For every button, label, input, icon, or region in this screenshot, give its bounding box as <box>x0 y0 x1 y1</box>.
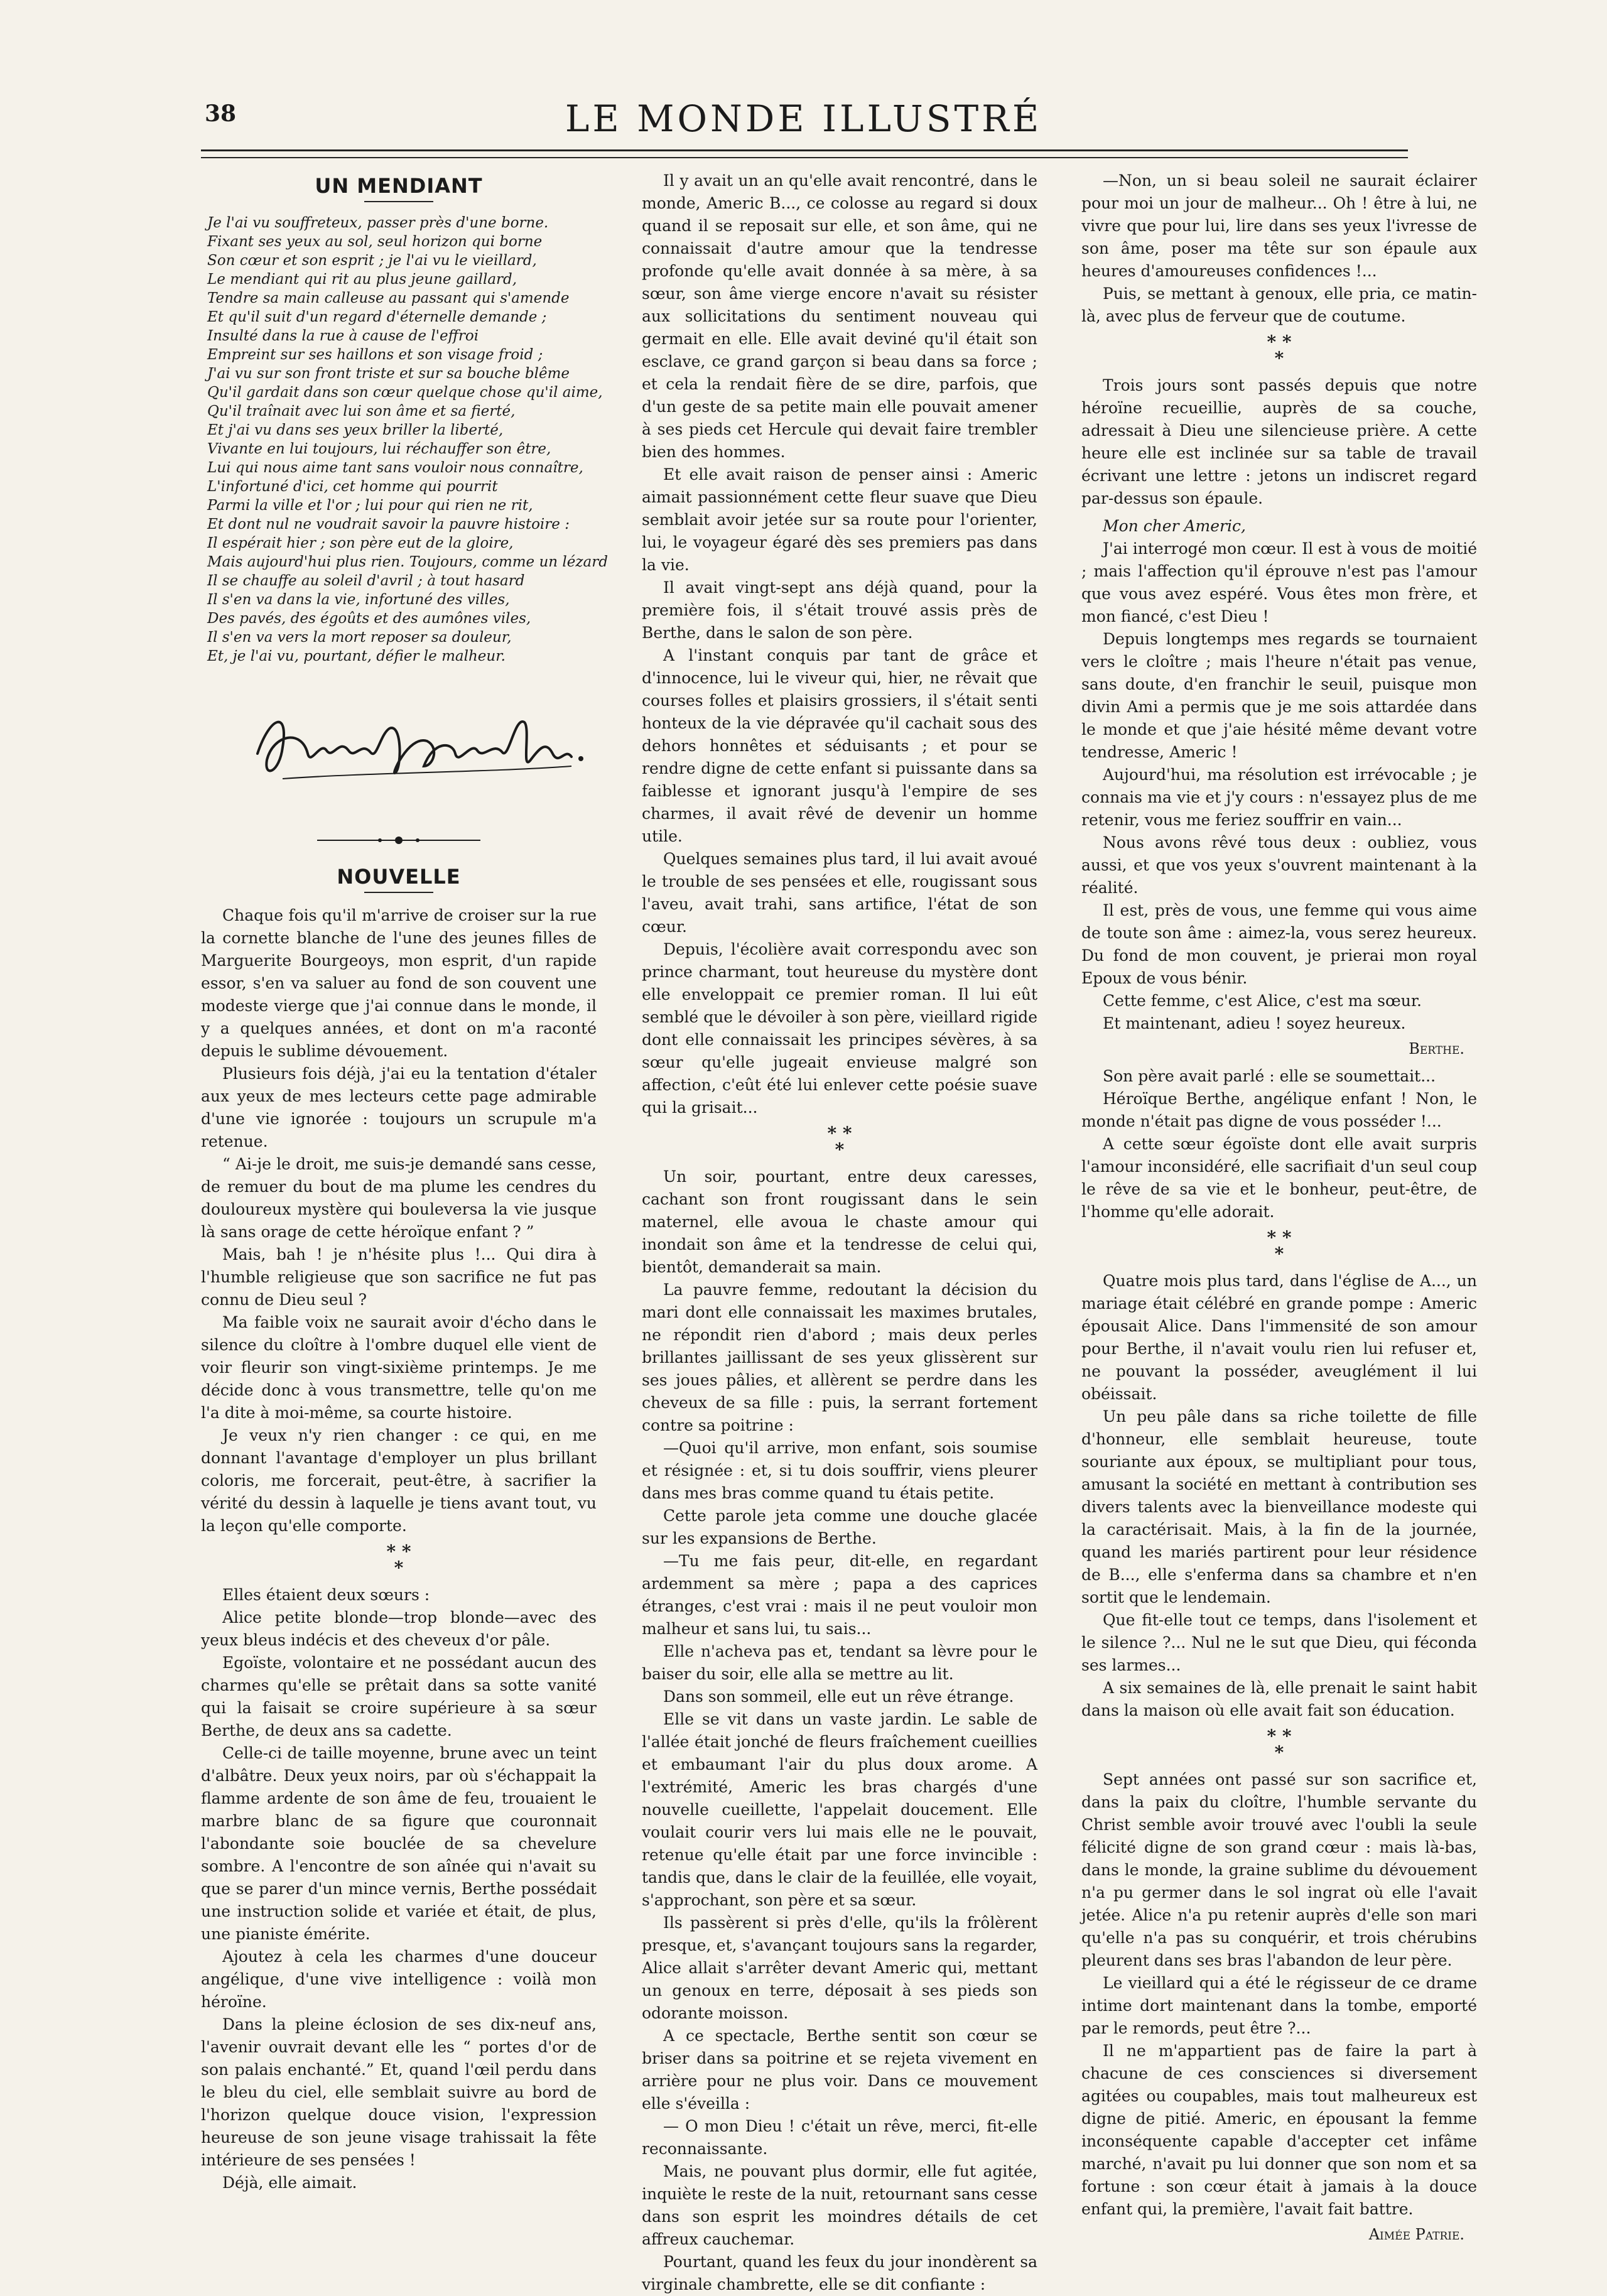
paragraph: Dans son sommeil, elle eut un rêve étrange. <box>663 1687 1014 1706</box>
paragraph: Cette femme, c'est Alice, c'est ma sœur. <box>1103 992 1422 1010</box>
paragraph: Un peu pâle dans sa riche toilette de fille d'honneur, elle semblait heureuse, toute souriante aux époux, se multipliant pour tous, amusant la société en mettant à contribution ses divers talents avec la bienveillance modeste qui la caractérisait. Mais, à la fin de la journée, quand les mariés partirent pour leur résidence de B..., elle s'enferma dans sa chambre et n'en sortit que le lendemain. <box>1081 1407 1477 1606</box>
paragraph: A l'instant conquis par tant de grâce et d'innocence, lui le viveur qui, hier, ne rêvait que courses folles et plaisirs grossiers, il s'était senti honteux de la vie dépravée qu'il cachait sous des dehors honnêtes et séduisants ; et pour se rendre digne de cette enfant si puissante dans sa faiblesse et ignorant jusqu'à l'empire de ses charmes, il avait rêvé de devenir un homme utile. <box>642 646 1037 845</box>
story-paragraphs-col3e <box>1081 1768 1477 2221</box>
asterism: * * * <box>386 1541 411 1578</box>
poem-line: Qu'il gardait dans son cœur quelque chose qu'il aime, <box>207 384 603 401</box>
paragraph: Trois jours sont passés depuis que notre héroïne recueillie, auprès de sa couche, adressait à Dieu une silencieuse prière. A cette heure elle est inclinée sur sa table de travail écrivant une lettre : jetons un indiscret regard par-dessus son épaule. <box>1081 376 1477 507</box>
paragraph: Héroïque Berthe, angélique enfant ! Non, le monde n'était pas digne de vous posséder !... <box>1081 1090 1477 1130</box>
story-paragraphs-col1 <box>201 904 597 1537</box>
poem-line: L'infortuné d'ici, cet homme qui pourrit <box>207 479 498 495</box>
paragraph: Ils passèrent si près d'elle, qu'ils la frôlèrent presque, et, s'avançant toujours sans la regarder, Alice allait s'arrêter devant Americ qui, mettant un genoux en terre, déposait à ses pieds son odorante moisson. <box>642 1914 1037 2022</box>
paragraph: “ Ai-je le droit, me suis-je demandé sans cesse, de remuer du bout de ma plume les cendres du douloureux mystère qui bouleversa la vie jusque là sans orage de cette héroïque enfant ? ” <box>201 1155 597 1241</box>
paragraph: Mais, ne pouvant plus dormir, elle fut agitée, inquiète le reste de la nuit, retournant sans cesse dans son esprit les moindres détails de cet affreux cauchemar. <box>642 2162 1037 2248</box>
letter-greeting: Mon cher Americ, <box>1103 517 1246 535</box>
ornament-divider <box>201 823 597 860</box>
paragraph: A six semaines de là, elle prenait le saint habit dans la maison où elle avait fait son éducation. <box>1081 1679 1477 1719</box>
poem-line: Fixant ses yeux au sol, seul horizon qui borne <box>207 234 543 250</box>
asterism: * * * <box>1267 1726 1292 1763</box>
paragraph: Plusieurs fois déjà, j'ai eu la tentation d'étaler aux yeux de mes lecteurs cette page admirable d'une vie ignorée : toujours un scrupule m'a retenue. <box>201 1064 597 1151</box>
paragraph: La pauvre femme, redoutant la décision du mari dont elle connaissait les maximes brutales, ne répondit rien d'abord ; mais deux perles brillantes jaillissant de ses yeux glissèrent sur ses joues pâlies, et allèrent se perdre dans les cheveux de sa fille : puis, la serrant fortement contre sa poitrine : <box>642 1281 1037 1434</box>
poem-line: Mais aujourd'hui plus rien. Toujours, comme un lézard <box>207 554 608 570</box>
poem-line: Il s'en va dans la vie, infortuné des villes, <box>207 592 510 608</box>
paragraph: Elle n'acheva pas et, tendant sa lèvre pour le baiser du soir, elle alla se mettre au lit. <box>642 1642 1037 1683</box>
poem-line: Empreint sur ses haillons et son visage froid ; <box>207 347 543 363</box>
paragraph: Aujourd'hui, ma résolution est irrévocable ; je connais ma vie et j'y cours : n'essayez plus de me retenir, vous me feriez souffrir en vain... <box>1081 766 1477 829</box>
paragraph: Egoïste, volontaire et ne possédant aucun des charmes qu'elle se prêtait dans sa sotte vanité qui la faisait se croire supérieure à sa sœur Berthe, de deux ans sa cadette. <box>201 1654 597 1740</box>
header-rule <box>201 149 1408 151</box>
asterism: * * * <box>1267 1227 1292 1264</box>
paragraph: Son père avait parlé : elle se soumettait... <box>1103 1067 1436 1085</box>
paragraph: Dans la pleine éclosion de ses dix-neuf ans, l'avenir ouvrait devant elle les “ portes d'or de son palais enchanté.” Et, quand l'œil perdu dans le bleu du ciel, elle semblait suivre au bord de l'horizon quelque douce vision, l'expression heureuse de son jeune visage trahissait la fête intérieure de ses pensées ! <box>201 2015 597 2169</box>
page-number: 38 <box>205 100 237 127</box>
paragraph: A ce spectacle, Berthe sentit son cœur se briser dans sa poitrine et se rejeta vivement en arrière pour ne plus voir. Dans ce mouvement elle s'éveilla : <box>642 2027 1037 2113</box>
poem-line: Et qu'il suit d'un regard d'éternelle demande ; <box>207 309 547 325</box>
paragraph: Ma faible voix ne saurait avoir d'écho dans le silence du cloître à l'ombre duquel elle vient de voir fleurir son vingt-sixième printemps. Je me décide donc à vous transmettre, telle qu'on me l'a dite à moi-même, sa courte histoire. <box>201 1313 597 1422</box>
paragraph: Chaque fois qu'il m'arrive de croiser sur la rue la cornette blanche de l'une des jeunes filles de Marguerite Bourgeoys, mon esprit, d'un rapide essor, s'en va saluer au fond de son couvent une modeste vierge que j'ai connue dans le monde, il y a quelques années, et dont on m'a raconté depuis le sublime dévouement. <box>201 906 597 1060</box>
paragraph: Je veux n'y rien changer : ce qui, en me donnant l'avantage d'employer un plus brillant coloris, me forcerait, peut-être, à sacrifier la vérité du dessin à laquelle je tiens avant tout, vu la leçon qu'elle comporte. <box>201 1426 597 1535</box>
story-paragraphs-col3a <box>1081 170 1477 328</box>
paragraph: Un soir, pourtant, entre deux caresses, cachant son front rougissant dans le sein maternel, elle avoua le chaste amour qui inondait son âme et la tendresse de celui qui, bientôt, demanderait sa main. <box>642 1167 1037 1276</box>
title-underline <box>364 892 433 893</box>
letter-signature: Berthe. <box>1409 1040 1464 1058</box>
paragraph: Et elle avait raison de penser ainsi : Americ aimait passionnément cette fleur suave que Dieu semblait avoir jetée sur sa route pour l'orienter, lui, le voyageur égaré dès ses premiers pas dans la vie. <box>642 465 1037 574</box>
poem-line: Et dont nul ne voudrait savoir la pauvre histoire : <box>207 516 570 533</box>
story-paragraphs-col3b <box>1081 374 1477 510</box>
story-paragraphs-col3d <box>1081 1270 1477 1722</box>
poem-line: Qu'il traînait avec lui son âme et sa fierté, <box>207 403 516 420</box>
paragraph: A cette sœur égoïste dont elle avait surpris l'amour inconsidéré, elle sacrifiait d'un seul coup le rêve de sa vie et le bonheur, peut-être, de l'homme qu'elle adorait. <box>1081 1135 1477 1221</box>
paragraph: Nous avons rêvé tous deux : oubliez, vous aussi, et que vos yeux s'ouvrent maintenant à la réalité. <box>1081 833 1477 897</box>
paragraph: Il ne m'appartient pas de faire la part à chacune de ces consciences si diversement agitées ou coupables, mais tout malheureux est digne de pitié. Americ, en épousant la femme inconséquente capable d'accepter cet infâme marché, n'avait pu lui donner que son nom et sa fortune : son cœur était à jamais à la douce enfant qui, la première, l'avait fait battre. <box>1081 2042 1477 2218</box>
poem-line: Le mendiant qui rit au plus jeune gaillard, <box>207 271 517 288</box>
header-rule-thin <box>201 157 1408 158</box>
story-paragraphs-col3c <box>1081 1065 1477 1223</box>
asterism: * * * <box>827 1123 852 1160</box>
masthead-title: LE MONDE ILLUSTRÉ <box>565 97 1042 140</box>
author-signature: Aimée Patrie. <box>1368 2226 1464 2243</box>
paragraph: Quelques semaines plus tard, il lui avait avoué le trouble de ses pensées et elle, rougissant sous l'aveu, avait trahi, sans artifice, l'état de son cœur. <box>642 850 1037 936</box>
poem-body <box>201 214 608 666</box>
paragraph: Cette parole jeta comme une douche glacée sur les expansions de Berthe. <box>642 1507 1037 1547</box>
paragraph: Ajoutez à cela les charmes d'une douceur angélique, d'une vive intelligence : voilà mon héroïne. <box>201 1947 597 2011</box>
poem-line: Son cœur et son esprit ; je l'ai vu le vieillard, <box>207 252 537 269</box>
poem-line: Il espérait hier ; son père eut de la gloire, <box>207 535 514 551</box>
paragraph: Mais, bah ! je n'hésite plus !... Qui dira à l'humble religieuse que son sacrifice ne fut pas connu de Dieu seul ? <box>201 1245 597 1309</box>
paragraph: —Non, un si beau soleil ne saurait éclairer pour moi un jour de malheur... Oh ! être à lui, ne vivre que pour lui, lire dans ses yeux l'ivresse de son âme, poser ma tête sur son épaule aux heures d'amoureuses confidences !... <box>1081 171 1477 280</box>
paragraph: Il est, près de vous, une femme qui vous aime de toute son âme : aimez-la, vous serez heureux. Du fond de mon couvent, je prierai mon royal Epoux de vous bénir. <box>1081 901 1477 987</box>
paragraph: Sept années ont passé sur son sacrifice et, dans la paix du cloître, l'humble servante du Christ semble avoir trouvé avec l'oubli la seule félicité digne de son grand cœur : mais là-bas, dans le monde, la graine sublime du dévouement n'a pu germer dans le sol ingrat où elle l'avait jetée. Alice n'a pu retenir auprès d'elle son mari qu'elle n'a pas su conquérir, et trois chérubins pleurent dans ses bras l'abandon de leur père. <box>1081 1770 1477 1969</box>
poem-line: Et j'ai vu dans ses yeux briller la liberté, <box>207 422 504 438</box>
paragraph: — O mon Dieu ! c'était un rêve, merci, fit-elle reconnaissante. <box>642 2117 1037 2158</box>
story-title: NOUVELLE <box>337 865 461 889</box>
handwritten-signature-icon <box>245 678 597 804</box>
paragraph: Pourtant, quand les feux du jour inondèrent sa virginale chambrette, elle se dit confiante : <box>642 2253 1037 2293</box>
paragraph: —Tu me fais peur, dit-elle, en regardant ardemment sa mère ; papa a des caprices étranges, c'est vrai : mais il ne peut vouloir mon malheur et sans lui, tu sais... <box>642 1552 1037 1638</box>
paragraph: Le vieillard qui a été le régisseur de ce drame intime dort maintenant dans la tombe, emporté par le remords, peut être ?... <box>1081 1974 1477 2037</box>
column-1 <box>201 170 608 2194</box>
poem-line: J'ai vu sur son front triste et sur sa bouche blême <box>207 366 570 382</box>
paragraph: Déjà, elle aimait. <box>222 2174 357 2192</box>
column-3 <box>1081 170 1477 2246</box>
paragraph: Puis, se mettant à genoux, elle pria, ce matin-là, avec plus de ferveur que de coutume. <box>1081 284 1477 325</box>
asterism: * * * <box>1267 332 1292 369</box>
paragraph: Que fit-elle tout ce temps, dans l'isolement et le silence ?... Nul ne le sut que Dieu, qui féconda ses larmes... <box>1081 1611 1477 1674</box>
paragraph: Celle-ci de taille moyenne, brune avec un teint d'albâtre. Deux yeux noirs, par où s'échappait la flamme ardente de son âme de feu, trouaient le marbre blanc de sa figure que couronnait l'abondante soie bouclée de sa chevelure sombre. A l'encontre de son aînée qui n'avait su que se parer d'un mince vernis, Berthe possédait une instruction solide et variée et était, de plus, une pianiste émérite. <box>201 1744 597 1943</box>
poem-line: Insulté dans la rue à cause de l'effroi <box>207 328 479 344</box>
paragraph: Elles étaient deux sœurs : <box>222 1586 430 1604</box>
story-paragraphs-col1b <box>201 1584 597 2194</box>
title-underline <box>364 201 433 202</box>
poem-line: Et, je l'ai vu, pourtant, défier le malheur. <box>207 648 506 664</box>
story-paragraphs-col2 <box>642 170 1037 1119</box>
poem-line: Des pavés, des égoûts et des aumônes viles, <box>207 610 531 627</box>
poem-line: Parmi la ville et l'or ; lui pour qui rien ne rit, <box>207 497 533 514</box>
paragraph: J'ai interrogé mon cœur. Il est à vous de moitié ; mais l'affection qu'il éprouve n'est pas l'amour que vous avez espéré. Vous êtes mon frère, et mon fiancé, c'est Dieu ! <box>1081 539 1477 625</box>
signature <box>201 678 597 810</box>
poem-line: Je l'ai vu souffreteux, passer près d'une borne. <box>207 215 549 231</box>
paragraph: Elle se vit dans un vaste jardin. Le sable de l'allée était jonché de fleurs fraîchement cueillies et embaumant l'air du plus doux arome. A l'extrémité, Americ les bras chargés d'une nouvelle cueillette, l'appelait doucement. Elle voulait courir vers lui mais elle ne le pouvait, retenue qu'elle était par une force invincible : tandis que, dans le clair de la feuillée, elle voyait, s'approchant, son père et sa sœur. <box>642 1710 1037 1909</box>
paragraph: Depuis longtemps mes regards se tournaient vers le cloître ; mais l'heure n'était pas venue, sans doute, d'en franchir le seuil, puisque mon divin Ami a permis que je me sois attardée dans le monde et que j'aie hésité même devant votre tendresse, Americ ! <box>1081 630 1477 761</box>
story-paragraphs-col2b <box>642 1166 1037 2296</box>
poem-line: Lui qui nous aime tant sans vouloir nous connaître, <box>207 460 583 476</box>
poem-line: Il s'en va vers la mort reposer sa douleur, <box>207 629 512 646</box>
paragraph: —Quoi qu'il arrive, mon enfant, sois soumise et résignée : et, si tu dois souffrir, viens pleurer dans mes bras comme quand tu étais petite. <box>642 1439 1037 1502</box>
paragraph: Quatre mois plus tard, dans l'église de A..., un mariage était célébré en grande pompe : Americ épousait Alice. Dans l'immensité de son amour pour Berthe, il n'avait voulu rien lui refuser et, ne pouvant la posséder, aveuglément il lui obéissait. <box>1081 1272 1477 1403</box>
poem-line: Vivante en lui toujours, lui réchauffer son être, <box>207 441 551 457</box>
poem-title: UN MENDIANT <box>315 174 483 198</box>
poem-line: Il se chauffe au soleil d'avril ; à tout hasard <box>207 573 525 589</box>
paragraph: Alice petite blonde—trop blonde—avec des yeux bleus indécis et des cheveux d'or pâle. <box>201 1608 597 1649</box>
paragraph: Il avait vingt-sept ans déjà quand, pour la première fois, il s'était trouvé assis près de Berthe, dans le salon de son père. <box>642 578 1037 642</box>
letter-paragraphs <box>1081 538 1477 1035</box>
paragraph: Il y avait un an qu'elle avait rencontré, dans le monde, Americ B..., ce colosse au regard si doux quand il se reposait sur elle, et son âme, qui ne connaissait d'autre amour que la tendresse profonde qu'elle avait donnée à sa mère, à sa sœur, son âme vierge encore n'avait su résister aux sollicitations du sentiment nouveau qui germait en elle. Elle avait deviné qu'il était son esclave, ce grand garçon si beau dans sa force ; et cela la rendait fière de se dire, parfois, que d'un geste de sa petite main elle pouvait amener à ses pieds cet Hercule qui devait faire trembler bien des hommes. <box>642 171 1037 461</box>
paragraph: Et maintenant, adieu ! soyez heureux. <box>1103 1014 1406 1032</box>
paragraph: Depuis, l'écolière avait correspondu avec son prince charmant, tout heureuse du mystère dont elle enveloppait ce premier roman. Il lui eût semblé que le dévoiler à son père, vieillard rigide dont elle connaissait les principes sévères, à sa sœur qu'elle jugeait envieuse malgré son affection, c'eût été lui enlever cette poésie suave qui la grisait... <box>642 940 1037 1117</box>
column-2 <box>642 170 1037 2296</box>
poem-line: Tendre sa main calleuse au passant qui s'amende <box>207 290 570 306</box>
